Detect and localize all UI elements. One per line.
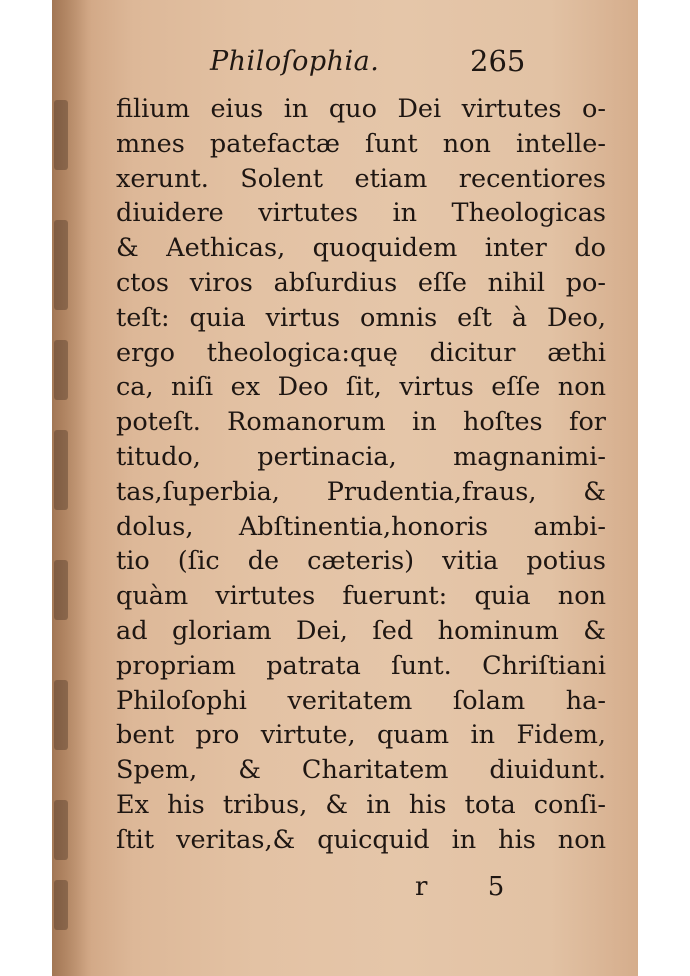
text-line: Spem, & Charitatem diuidunt. <box>116 755 606 786</box>
text-line: Philoſophi veritatem ſolam ha- <box>116 685 606 716</box>
text-line: xerunt. Solent etiam recentiores <box>116 163 606 194</box>
show-through-mark <box>54 560 68 620</box>
book-page <box>52 0 638 976</box>
signature-text: r 5 <box>415 872 531 902</box>
text-line: mnes patefactæ ſunt non intelle- <box>116 128 606 159</box>
body-text <box>116 92 606 858</box>
text-line: & Aethicas, quoquidem inter do <box>116 233 606 264</box>
text-line: bent pro virtute, quam in Fidem, <box>116 720 606 751</box>
text-line: quàm virtutes fuerunt: quia non <box>116 581 606 612</box>
text-line: tio (ſic de cæteris) vitia potius <box>116 546 606 577</box>
show-through-mark <box>54 220 68 310</box>
text-line: ergo theologica:quę dicitur æthi <box>116 337 606 368</box>
text-line: ctos viros abſurdius eſſe nihil po- <box>116 267 606 298</box>
running-title: Philoſophia. <box>210 46 380 77</box>
text-line: tas,ſuperbia, Prudentia,fraus, & <box>116 476 606 507</box>
text-line: diuidere virtutes in Theologicas <box>116 198 606 229</box>
show-through-mark <box>54 800 68 860</box>
page-number: 265 <box>470 44 526 78</box>
text-line: ſtit veritas,& quicquid in his non <box>116 824 606 855</box>
text-line: ca, niſi ex Deo ſit, virtus eſſe non <box>116 372 606 403</box>
text-line: ad gloriam Dei, ſed hominum & <box>116 615 606 646</box>
text-line: Ex his tribus, & in his tota conſi- <box>116 789 606 820</box>
show-through-mark <box>54 430 68 510</box>
text-line: dolus, Abſtinentia,honoris ambi- <box>116 511 606 542</box>
page-header <box>52 44 638 84</box>
text-line: teſt: quia virtus omnis eſt à Deo, <box>116 302 606 333</box>
text-line: poteſt. Romanorum in hoſtes for <box>116 407 606 438</box>
show-through-mark <box>54 880 68 930</box>
text-line: propriam patrata ſunt. Chriſtiani <box>116 650 606 681</box>
show-through-mark <box>54 100 68 170</box>
show-through-mark <box>54 340 68 400</box>
text-line: titudo, pertinacia, magnanimi- <box>116 441 606 472</box>
text-line: filium eius in quo Dei virtutes o- <box>116 94 606 124</box>
show-through-mark <box>54 680 68 750</box>
